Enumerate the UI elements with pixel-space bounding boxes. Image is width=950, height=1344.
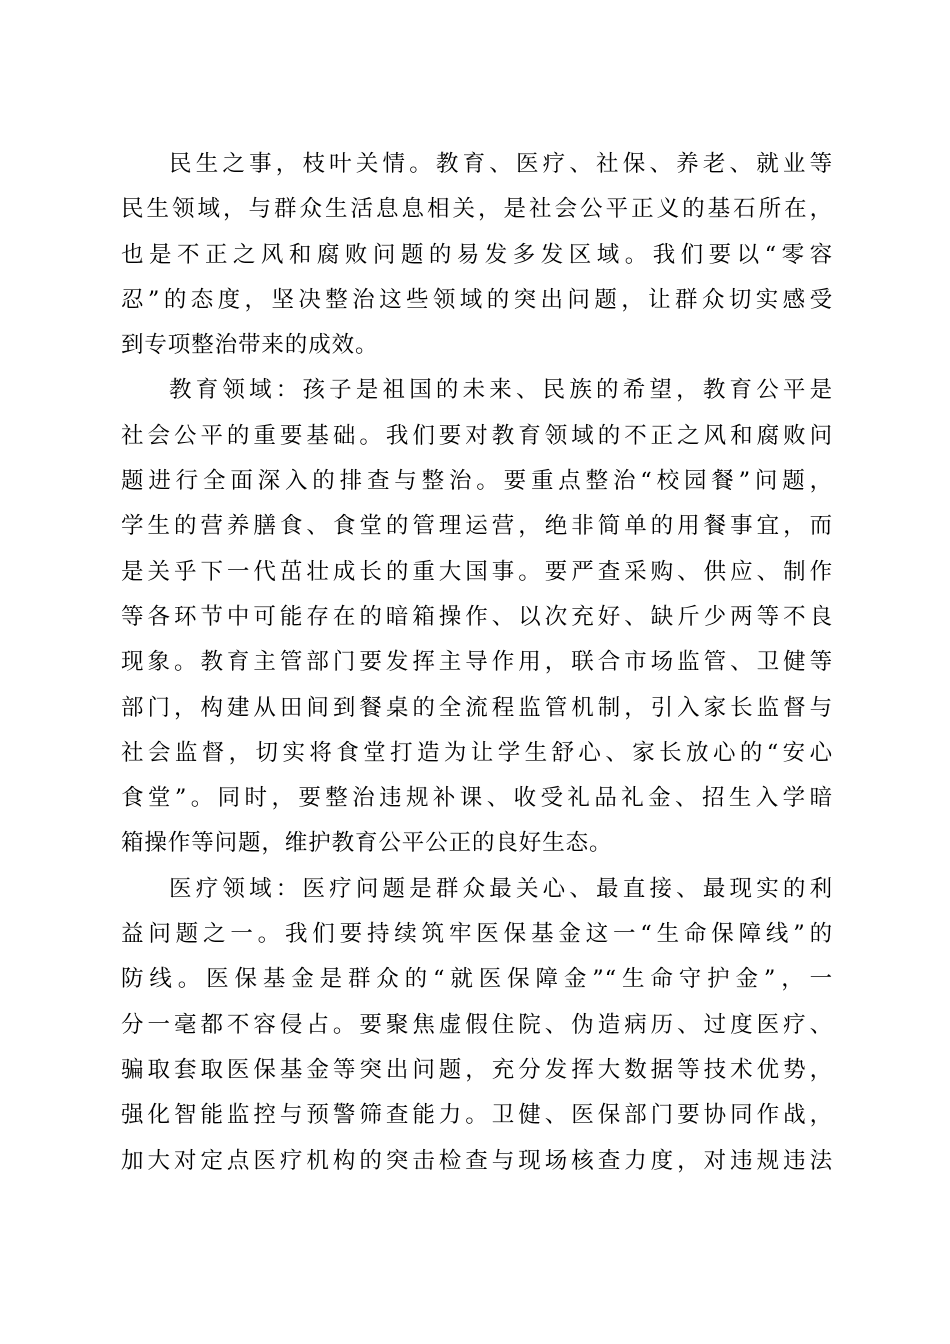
paragraph-line: 加大对定点医疗机构的突击检查与现场核查力度，对违规违法 bbox=[121, 1147, 833, 1174]
paragraph-line: 等各环节中可能存在的暗箱操作、以次充好、缺斤少两等不良 bbox=[121, 603, 833, 630]
paragraph-line: 现象。教育主管部门要发挥主导作用，联合市场监管、卫健等 bbox=[121, 649, 833, 676]
paragraph-line: 民生之事，枝叶关情。教育、医疗、社保、养老、就业等 bbox=[169, 151, 833, 177]
paragraph-line: 忍”的态度，坚决整治这些领域的突出问题，让群众切实感受 bbox=[121, 286, 833, 313]
paragraph-line: 骗取套取医保基金等突出问题，充分发挥大数据等技术优势， bbox=[121, 1056, 833, 1083]
paragraph-line: 医疗领域：医疗问题是群众最关心、最直接、最现实的利 bbox=[169, 875, 833, 902]
paragraph-education bbox=[121, 368, 833, 866]
paragraph-intro bbox=[121, 142, 833, 368]
paragraph-line: 是关乎下一代茁壮成长的重大国事。要严查采购、供应、制作 bbox=[121, 558, 833, 585]
paragraph-line: 部门，构建从田间到餐桌的全流程监管机制，引入家长监督与 bbox=[121, 694, 833, 721]
paragraph-line: 学生的营养膳食、食堂的管理运营，绝非简单的用餐事宜，而 bbox=[121, 513, 833, 540]
paragraph-line: 教育领域：孩子是祖国的未来、民族的希望，教育公平是 bbox=[169, 377, 833, 404]
paragraph-line: 也是不正之风和腐败问题的易发多发区域。我们要以“零容 bbox=[121, 241, 833, 268]
document-body bbox=[121, 142, 833, 1184]
paragraph-medical bbox=[121, 867, 833, 1184]
paragraph-line: 分一毫都不容侵占。要聚焦虚假住院、伪造病历、过度医疗、 bbox=[121, 1011, 833, 1038]
paragraph-line: 社会公平的重要基础。我们要对教育领域的不正之风和腐败问 bbox=[121, 422, 833, 449]
paragraph-line: 食堂”。同时，要整治违规补课、收受礼品礼金、招生入学暗 bbox=[121, 785, 833, 812]
paragraph-line: 到专项整治带来的成效。 bbox=[121, 332, 379, 359]
paragraph-line: 题进行全面深入的排查与整治。要重点整治“校园餐”问题， bbox=[121, 468, 833, 495]
paragraph-line: 社会监督，切实将食堂打造为让学生舒心、家长放心的“安心 bbox=[121, 739, 833, 766]
paragraph-line: 防线。医保基金是群众的“就医保障金”“生命守护金”，一 bbox=[121, 966, 833, 993]
paragraph-line: 益问题之一。我们要持续筑牢医保基金这一“生命保障线”的 bbox=[121, 921, 833, 948]
paragraph-line: 箱操作等问题，维护教育公平公正的良好生态。 bbox=[121, 830, 613, 857]
paragraph-line: 民生领域，与群众生活息息相关，是社会公平正义的基石所在， bbox=[121, 196, 833, 223]
paragraph-line: 强化智能监控与预警筛查能力。卫健、医保部门要协同作战， bbox=[121, 1102, 833, 1129]
